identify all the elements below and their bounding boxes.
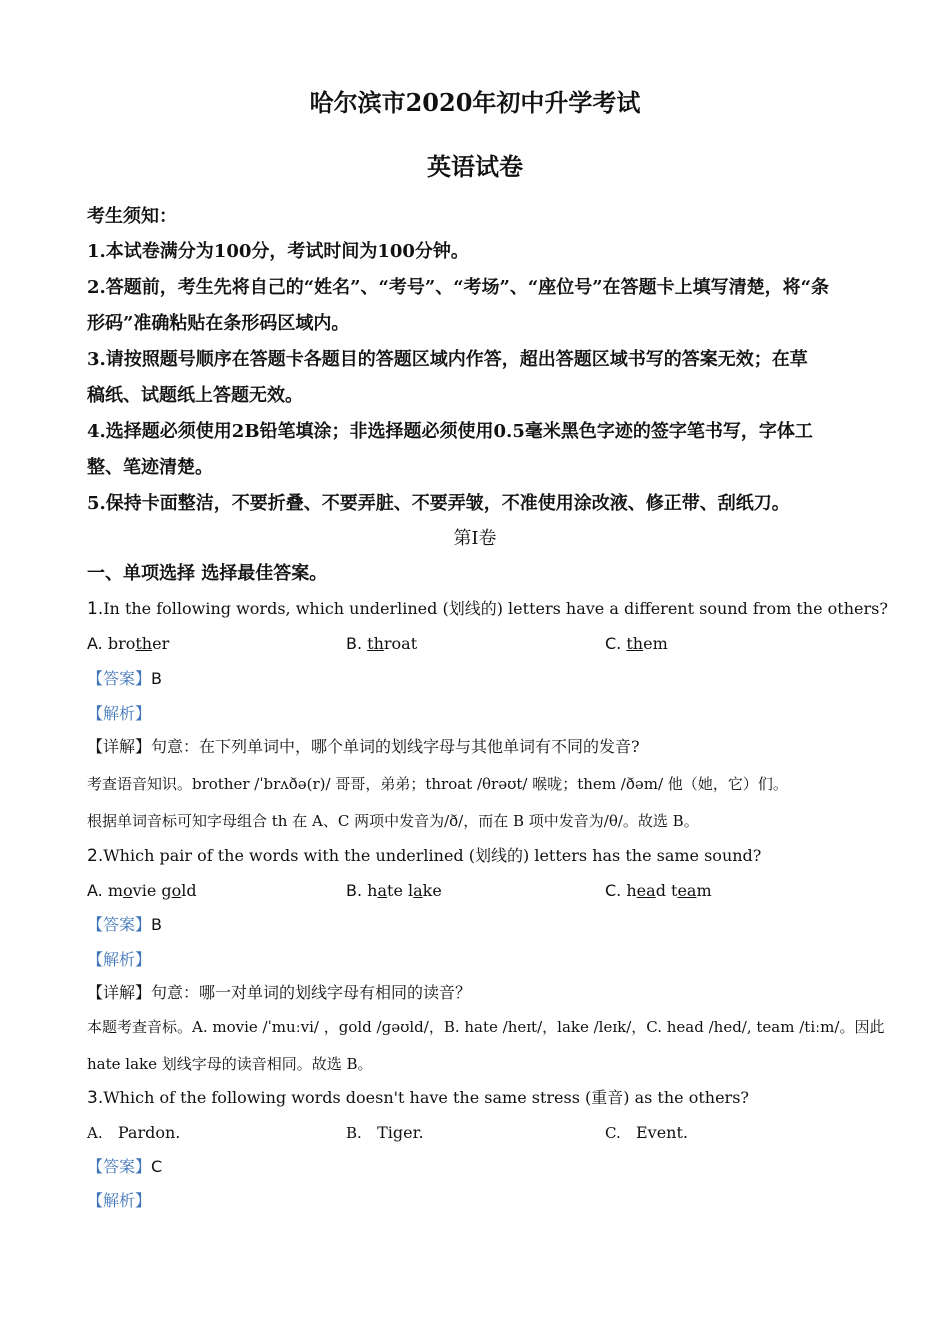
- notice-item: 3.请按照题号顺序在答题卡各题目的答题区域内作答，超出答题区域书写的答案无效；在草: [87, 349, 808, 370]
- q2-explain-1: 本题考查音标。A. movie /ˈmuːvi/ ，gold /ɡəʊld/，B. hate /heɪt/，lake /leɪk/，C. head /hed/, team /tiːm/。因此: [87, 1018, 885, 1036]
- q2-option-c: C. head team: [605, 881, 712, 900]
- q1-detail: 【详解】句意：在下列单词中，哪个单词的划线字母与其他单词有不同的发音?: [87, 737, 640, 756]
- q3-option-c: C. Event.: [605, 1123, 688, 1142]
- question-text: Which of the following words doesn't have the same stress (重音) as the others?: [103, 1088, 749, 1107]
- question-text: Which pair of the words with the underlined (划线的) letters has the same sound?: [103, 846, 762, 865]
- part-title: 一、单项选择 选择最佳答案。: [87, 563, 328, 584]
- q2-option-b: B. hate lake: [346, 881, 442, 900]
- notice-item: 稿纸、试题纸上答题无效。: [87, 385, 303, 406]
- q1-option-c: C. them: [605, 634, 668, 653]
- volume-label: 第Ⅰ卷: [453, 528, 497, 549]
- q3-option-b: B. Tiger.: [346, 1123, 424, 1142]
- q1-answer: 【答案】B: [87, 669, 162, 688]
- question-number: 1.: [87, 599, 104, 619]
- question-1: [87, 598, 888, 620]
- q3-answer: 【答案】C: [87, 1157, 163, 1176]
- q1-option-a: A. brother: [87, 634, 170, 653]
- q2-explain-2: hate lake 划线字母的读音相同。故选 B。: [87, 1055, 373, 1073]
- notice-heading: 考生须知：: [87, 206, 177, 227]
- notice-item: 形码”准确粘贴在条形码区域内。: [87, 313, 350, 334]
- question-text: In the following words, which underlined (划线的) letters have a different sound from the others?: [103, 599, 888, 618]
- q2-detail: 【详解】句意：哪一对单词的划线字母有相同的读音？: [87, 983, 472, 1002]
- q1-explain-2: 根据单词音标可知字母组合 th 在 A、C 两项中发音为/ð/，而在 B 项中发音为/θ/。故选 B。: [87, 812, 699, 830]
- question-3: [87, 1087, 749, 1109]
- question-2: [87, 845, 761, 867]
- q3-option-a: A. Pardon.: [87, 1123, 181, 1142]
- page-subtitle: 英语试卷: [427, 152, 523, 181]
- notice-item: 整、笔迹清楚。: [87, 457, 213, 478]
- q1-option-b: B. throat: [346, 634, 418, 653]
- q1-explain-1: 考查语音知识。brother /ˈbrʌðə(r)/ 哥哥，弟弟；throat /θrəʊt/ 喉咙；them /ðəm/ 他（她，它）们。: [87, 775, 788, 793]
- notice-item: 1.本试卷满分为100分，考试时间为100分钟。: [87, 241, 469, 262]
- notice-item: 5.保持卡面整洁，不要折叠、不要弄脏、不要弄皱，不准使用涂改液、修正带、刮纸刀。: [87, 493, 790, 514]
- page-title: 哈尔滨市2020年初中升学考试: [309, 88, 641, 117]
- q2-option-a: A. movie gold: [87, 881, 197, 900]
- q1-analysis-label: 【解析】: [87, 704, 152, 723]
- notice-item: 2.答题前，考生先将自己的“姓名”、“考号”、“考场”、“座位号”在答题卡上填写清楚，将“条: [87, 277, 829, 298]
- q2-analysis-label: 【解析】: [87, 950, 152, 969]
- q3-analysis-label: 【解析】: [87, 1191, 152, 1210]
- question-number: 3.: [87, 1088, 104, 1108]
- question-number: 2.: [87, 846, 104, 866]
- notice-item: 4.选择题必须使用2B铅笔填涂；非选择题必须使用0.5毫米黑色字迹的签字笔书写，字体工: [87, 421, 813, 442]
- q2-answer: 【答案】B: [87, 915, 162, 934]
